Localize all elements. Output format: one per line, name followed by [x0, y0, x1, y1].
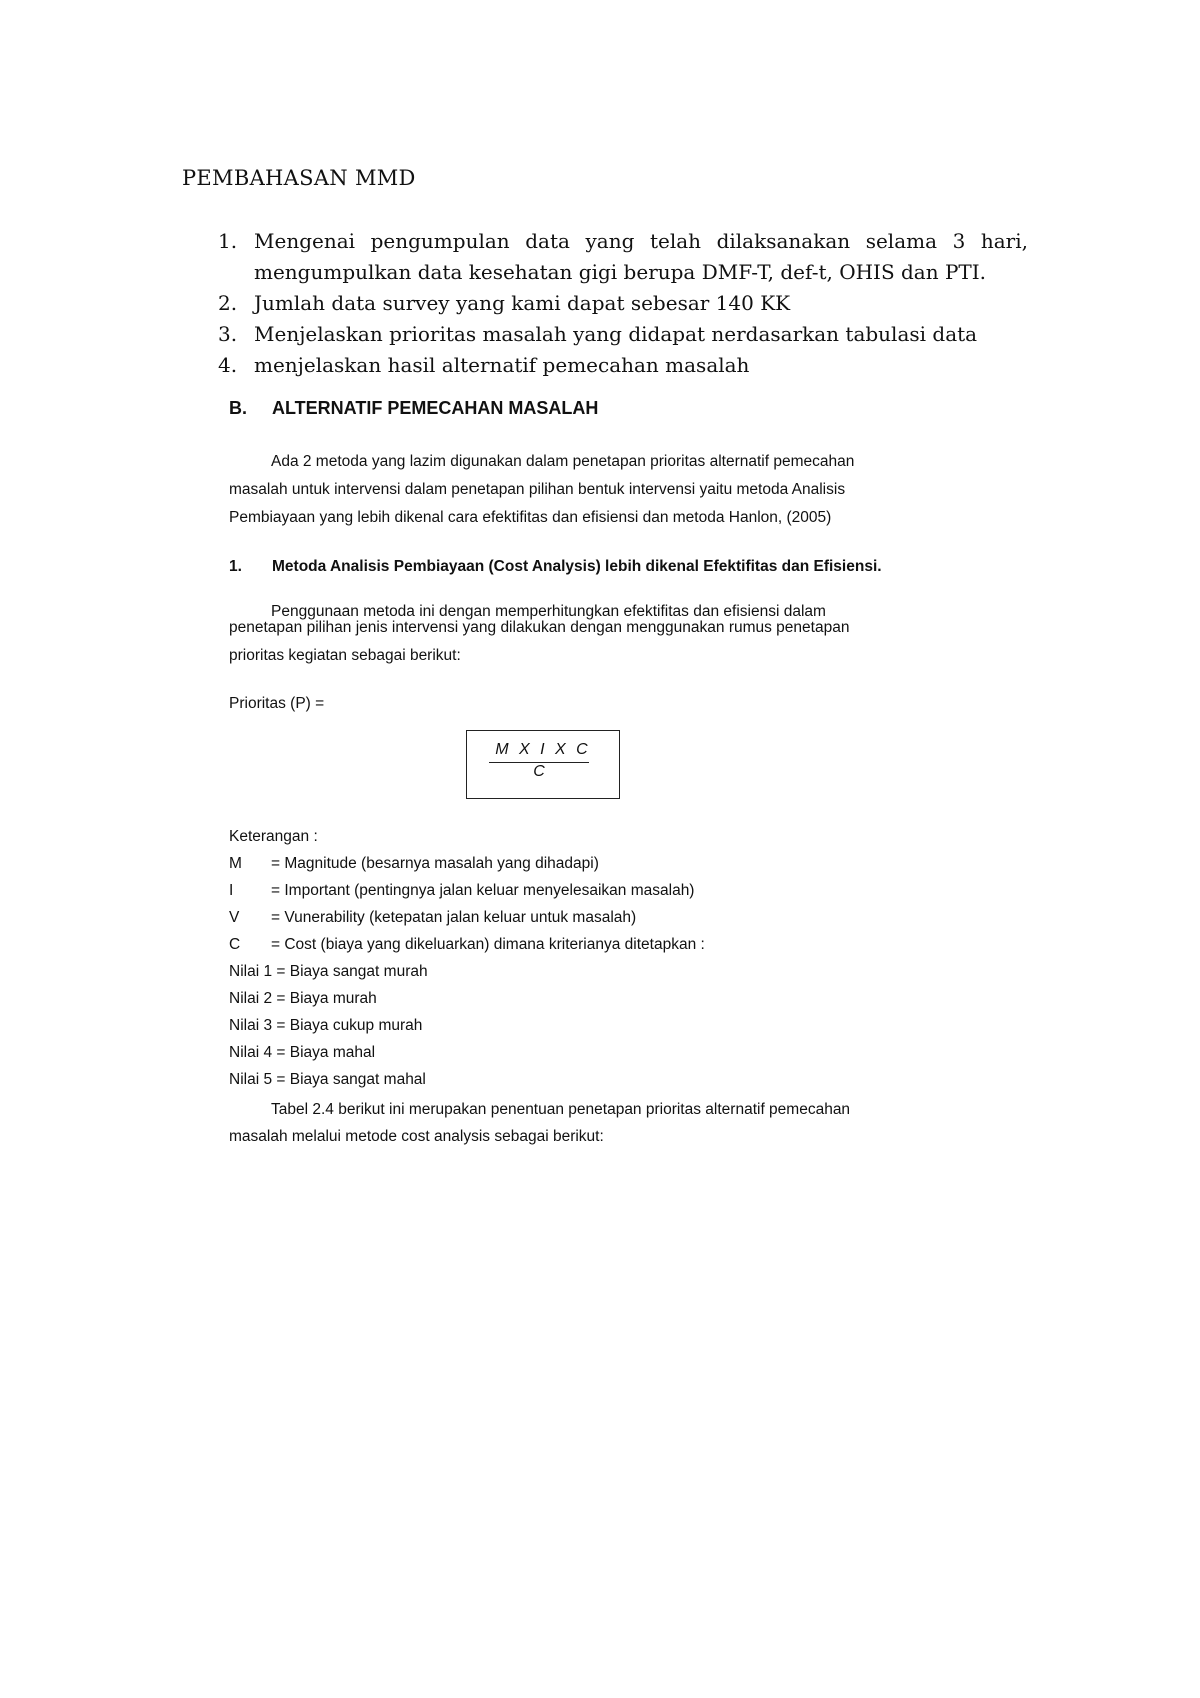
paragraph-line: Penggunaan metoda ini dengan memperhitungkan efektifitas dan efisiensi dalam: [271, 603, 826, 620]
list-text: Menjelaskan prioritas masalah yang didapat nerdasarkan tabulasi data: [254, 322, 978, 346]
list-text: menjelaskan hasil alternatif pemecahan masalah: [254, 353, 750, 377]
list-number: 3.: [218, 322, 238, 346]
paragraph-line: Ada 2 metoda yang lazim digunakan dalam penetapan prioritas alternatif pemecahan: [271, 453, 855, 470]
list-item: [182, 288, 1028, 319]
list-number: 4.: [218, 353, 238, 377]
paragraph-line: penetapan pilihan jenis intervensi yang dilakukan dengan menggunakan rumus penetapan: [229, 619, 850, 636]
legend-symbol: C: [229, 936, 241, 953]
list-number: 1.: [218, 229, 238, 253]
legend-heading: Keterangan :: [229, 828, 318, 845]
paragraph-line: masalah untuk intervensi dalam penetapan pilihan bentuk intervensi yaitu metoda Analisis: [229, 481, 846, 498]
paragraph-line: prioritas kegiatan sebagai berikut:: [229, 647, 461, 664]
list-item: [182, 350, 1028, 381]
list-item: [182, 226, 1028, 288]
legend-definition: = Important (pentingnya jalan keluar menyelesaikan masalah): [271, 882, 695, 899]
list-number: 2.: [218, 291, 238, 315]
list-item: [182, 319, 1028, 350]
nilai-text: Nilai 4 = Biaya mahal: [229, 1044, 376, 1061]
formula-numerator: M X I X C: [495, 741, 591, 758]
legend-definition: = Vunerability (ketepatan jalan keluar untuk masalah): [271, 909, 637, 926]
numbered-list: [182, 226, 1028, 381]
nilai-text: Nilai 3 = Biaya cukup murah: [229, 1017, 423, 1034]
nilai-text: Nilai 5 = Biaya sangat mahal: [229, 1071, 426, 1088]
legend-definition: = Magnitude (besarnya masalah yang dihadapi): [271, 855, 599, 872]
section-1-paragraph: [229, 598, 849, 670]
paragraph-line: Tabel 2.4 berikut ini merupakan penentuan penetapan prioritas alternatif pemecahan: [271, 1101, 851, 1118]
section-b-title: ALTERNATIF PEMECAHAN MASALAH: [272, 398, 599, 418]
section-b-label: B.: [229, 398, 247, 418]
section-1-label: 1.: [229, 558, 242, 575]
section-1-title: Metoda Analisis Pembiayaan (Cost Analysis) lebih dikenal Efektifitas dan Efisiensi.: [272, 558, 882, 575]
legend-symbol: I: [229, 882, 234, 899]
nilai-text: Nilai 2 = Biaya murah: [229, 990, 377, 1007]
formula-denominator: C: [533, 763, 545, 780]
closing-paragraph: [229, 1096, 850, 1150]
document-title: PEMBAHASAN MMD: [182, 166, 416, 190]
legend-symbol: M: [229, 855, 242, 872]
nilai-text: Nilai 1 = Biaya sangat murah: [229, 963, 428, 980]
priority-label: Prioritas (P) =: [229, 695, 325, 712]
list-text: Mengenai pengumpulan data yang telah dilaksanakan selama 3 hari, mengumpulkan data kesehatan gigi berupa DMF-T, def-t, OHIS dan PTI.: [254, 229, 1028, 284]
legend-symbol: V: [229, 909, 240, 926]
paragraph-line: masalah melalui metode cost analysis sebagai berikut:: [229, 1128, 604, 1145]
section-b-paragraph: [229, 448, 854, 532]
paragraph-line: Pembiayaan yang lebih dikenal cara efektifitas dan efisiensi dan metoda Hanlon, (2005): [229, 509, 832, 526]
legend-definition: = Cost (biaya yang dikeluarkan) dimana kriterianya ditetapkan :: [271, 936, 705, 953]
formula-box: [466, 730, 620, 799]
list-text: Jumlah data survey yang kami dapat sebesar 140 KK: [254, 291, 791, 315]
